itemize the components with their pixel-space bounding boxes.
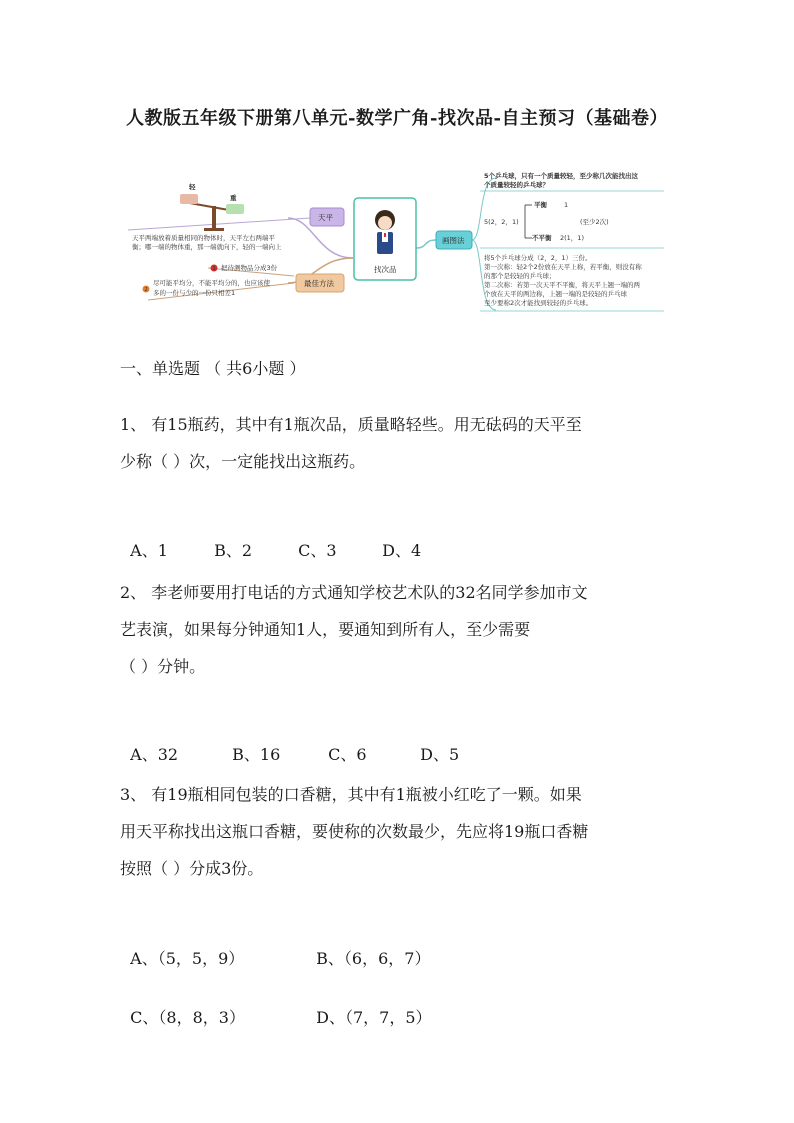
draw-desc-5: 个放在天平的两边称，上翘一端的是较轻的乒乓球 [484,290,627,298]
best-desc-1: 把待测物品分成3份 [221,264,278,272]
section-heading: 一、单选题 （ 共6小题 ） [120,359,306,378]
balance-desc-2: 衡；哪一端的物体重，那一端就向下，轻的一端向上 [132,243,282,251]
best-num-1: 1 [212,266,216,272]
q1-option-d[interactable]: D、4 [382,541,422,560]
question-2 [120,574,680,685]
node-best-label: 最佳方法 [304,279,334,288]
question-3-options-row-2 [120,986,432,1028]
draw-desc-4: 第二次称：若第一次天平不平衡，将天平上翘一端的两 [484,281,640,289]
balance-desc-1: 天平两端放着质量相同的物体时，天平左右两端平 [132,234,275,242]
best-desc-3: 多的一份与少的一份只相差1 [153,289,236,297]
mind-map-svg [118,168,666,318]
q2-option-a[interactable]: A、32 [130,745,179,764]
question-1 [120,406,680,480]
question-3-line-1: 3、 有19瓶相同包装的口香糖，其中有1瓶被小红吃了一颗。如果 [120,785,582,804]
center-node-label: 找次品 [374,265,397,274]
draw-desc-1: 将5个乒乓球分成（2，2，1）三份。 [484,254,592,262]
question-2-line-3: （ ）分钟。 [120,657,206,676]
draw-uneven: 不平衡 [532,234,552,242]
q3-option-b[interactable]: B、（6，6，7） [316,949,431,968]
q2-option-d[interactable]: D、5 [420,745,460,764]
label-heavy: 重 [230,194,237,202]
q3-option-c[interactable]: C、（8，8，3） [130,1008,245,1027]
question-1-line-1: 1、 有15瓶药，其中有1瓶次品，质量略轻些。用无砝码的天平至 [120,415,582,434]
draw-desc-6: 至少要称2次才能找到较轻的乒乓球。 [484,299,593,307]
draw-question-2: 个质量较轻的乒乓球？ [484,181,549,189]
question-1-options [120,519,421,561]
mind-map-figure [118,168,666,318]
question-2-line-2: 艺表演，如果每分钟通知1人，要通知到所有人，至少需要 [120,620,531,639]
q1-option-a[interactable]: A、1 [130,541,168,560]
q2-option-c[interactable]: C、6 [328,745,367,764]
question-3-line-3: 按照（ ）分成3份。 [120,859,264,878]
question-1-line-2: 少称（ ）次，一定能找出这瓶药。 [120,452,366,471]
document-title: 人教版五年级下册第八单元-数学广角-找次品-自主预习（基础卷） [126,108,668,129]
best-desc-2: 尽可能平均分，不能平均分的，也应该使 [153,279,270,287]
q3-option-a[interactable]: A、（5，5，9） [130,949,245,968]
draw-desc-2: 第一次称：轻2个2份放在天平上称，若平衡，则没有称 [484,263,642,271]
q2-option-b[interactable]: B、16 [232,745,281,764]
draw-left-expr: 5(2，2，1) [484,218,519,226]
best-num-2: 2 [144,287,148,293]
draw-question-1: 5个乒乓球，只有一个质量较轻，至少称几次能找出这 [484,172,639,180]
node-balance-label: 天平 [318,213,333,222]
label-light: 轻 [189,183,196,191]
node-draw-label: 画图法 [442,236,465,245]
question-2-line-1: 2、 李老师要用打电话的方式通知学校艺术队的32名同学参加市文 [120,583,588,602]
q3-option-d[interactable]: D、（7，7，5） [316,1008,432,1027]
draw-even-num: 1 [564,201,569,209]
connector-draw [416,240,436,248]
q1-option-c[interactable]: C、3 [298,541,337,560]
question-2-options [120,723,459,765]
draw-uneven-expr: 2(1，1) [560,234,584,242]
question-3-line-2: 用天平称找出这瓶口香糖，要使称的次数最少，先应将19瓶口香糖 [120,822,589,841]
draw-desc-3: 的那个是较轻的乒乓球； [484,272,556,280]
draw-even: 平衡 [534,201,547,209]
question-3-options-row-1 [120,927,430,969]
draw-min: (至少2次) [580,218,609,226]
question-3 [120,776,680,887]
q1-option-b[interactable]: B、2 [214,541,253,560]
